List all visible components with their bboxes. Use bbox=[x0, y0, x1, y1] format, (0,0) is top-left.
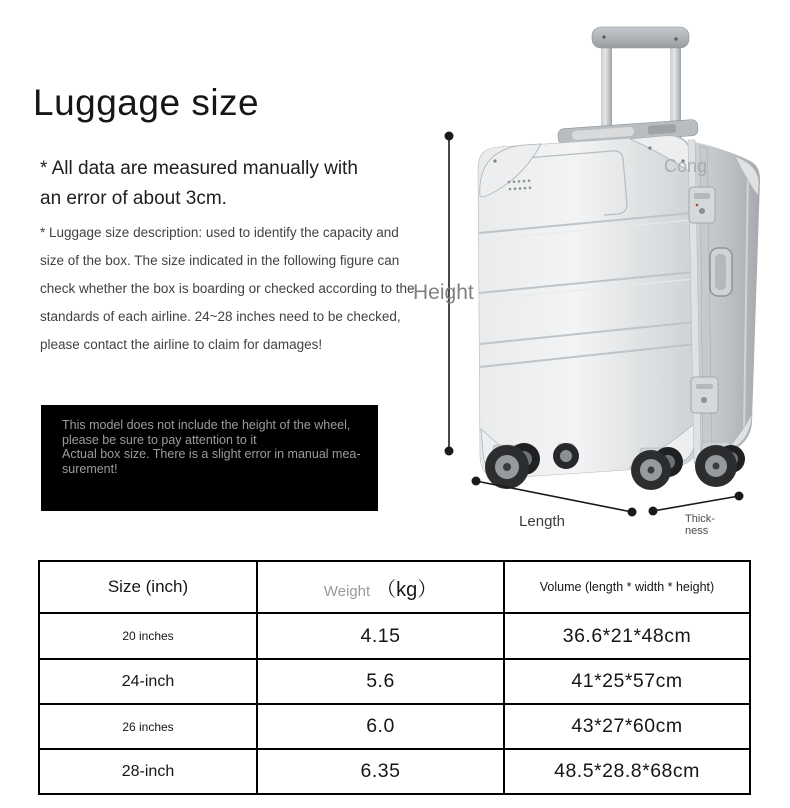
description-line: * Luggage size description: used to identify the capacity and bbox=[40, 225, 399, 240]
length-annotation bbox=[472, 477, 637, 531]
size-cell: 24-inch bbox=[39, 659, 257, 704]
notice-line: please be sure to pay attention to it bbox=[62, 432, 257, 447]
volume-cell: 48.5*28.8*68cm bbox=[504, 749, 750, 794]
suitcase-front-face bbox=[478, 136, 697, 478]
notice-line: surement! bbox=[62, 461, 118, 476]
volume-cell: 36.6*21*48cm bbox=[504, 613, 750, 659]
length-label: Length bbox=[519, 513, 565, 530]
weight-cell: 6.0 bbox=[257, 704, 504, 749]
notice-line: This model does not include the height of the wheel, bbox=[62, 418, 351, 432]
col-header-volume: Volume (length * width * height) bbox=[504, 561, 750, 613]
size-table bbox=[38, 560, 751, 795]
thickness-annotation bbox=[649, 492, 744, 538]
volume-cell: 41*25*57cm bbox=[504, 659, 750, 704]
tsa-lock-lower bbox=[691, 377, 718, 413]
description-line: check whether the box is boarding or checked according to the bbox=[40, 281, 415, 296]
weight-cell: 5.6 bbox=[257, 659, 504, 704]
size-cell: 20 inches bbox=[39, 613, 257, 659]
measurement-note-line: an error of about 3cm. bbox=[40, 188, 227, 209]
thickness-label-line1: Thick- bbox=[685, 513, 715, 525]
weight-cell: 6.35 bbox=[257, 749, 504, 794]
tsa-lock-upper bbox=[689, 187, 715, 223]
height-annotation bbox=[413, 132, 474, 456]
description-line: size of the box. The size indicated in the following figure can bbox=[40, 253, 400, 268]
side-handle bbox=[710, 248, 732, 296]
table-header-row bbox=[39, 561, 750, 613]
col-header-size: Size (inch) bbox=[39, 561, 257, 613]
page-title: Luggage size bbox=[33, 82, 260, 123]
height-label: Height bbox=[413, 281, 474, 304]
weight-label: Weight bbox=[323, 582, 371, 600]
description-line: standards of each airline. 24~28 inches need to be checked, bbox=[40, 309, 401, 324]
size-cell: 26 inches bbox=[39, 704, 257, 749]
table-row bbox=[39, 749, 750, 794]
col-header-weight bbox=[257, 561, 504, 613]
weight-cell: 4.15 bbox=[257, 613, 504, 659]
thickness-label-line2: ness bbox=[685, 525, 709, 537]
volume-cell: 43*27*60cm bbox=[504, 704, 750, 749]
description-line: please contact the airline to claim for damages! bbox=[40, 337, 323, 352]
watermark-text: Cong bbox=[664, 156, 708, 176]
table-row bbox=[39, 659, 750, 704]
measurement-note-line: * All data are measured manually with bbox=[40, 158, 358, 179]
weight-unit: （kg） bbox=[376, 578, 438, 601]
notice-line: Actual box size. There is a slight error in manual mea- bbox=[62, 447, 361, 461]
size-cell: 28-inch bbox=[39, 749, 257, 794]
table-row bbox=[39, 704, 750, 749]
table-row bbox=[39, 613, 750, 659]
